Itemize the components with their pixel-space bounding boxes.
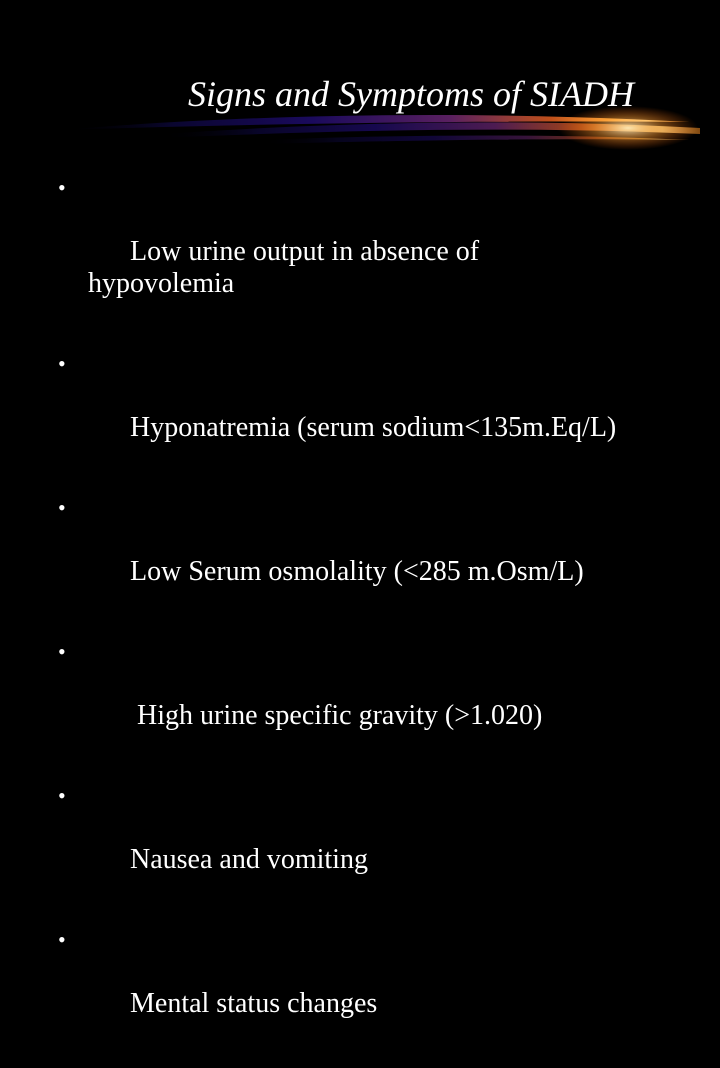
bullet-item bbox=[58, 924, 698, 1052]
bullet-icon: • bbox=[58, 495, 66, 520]
bullet-icon: • bbox=[58, 639, 66, 664]
bullet-text: Low urine output in absence of hypovolemia bbox=[88, 236, 480, 299]
bullet-item bbox=[58, 492, 698, 620]
bullet-icon: • bbox=[58, 175, 66, 200]
bullet-icon: • bbox=[58, 351, 66, 376]
bullet-text: Mental status changes bbox=[130, 988, 378, 1019]
bullet-item bbox=[58, 172, 698, 332]
slide-title: Signs and Symptoms of SIADH bbox=[188, 74, 634, 114]
bullet-text: Low Serum osmolality (<285 m.Osm/L) bbox=[130, 556, 584, 587]
bullet-item bbox=[58, 780, 698, 908]
bullet-text: High urine specific gravity (>1.020) bbox=[130, 700, 543, 731]
bullet-text: Nausea and vomiting bbox=[130, 844, 368, 875]
bullet-list bbox=[58, 172, 698, 1068]
bullet-item bbox=[58, 636, 698, 764]
bullet-text: Hyponatremia (serum sodium<135m.Eq/L) bbox=[130, 412, 617, 443]
bullet-icon: • bbox=[58, 783, 66, 808]
bullet-item bbox=[58, 348, 698, 476]
bullet-icon: • bbox=[58, 927, 66, 952]
